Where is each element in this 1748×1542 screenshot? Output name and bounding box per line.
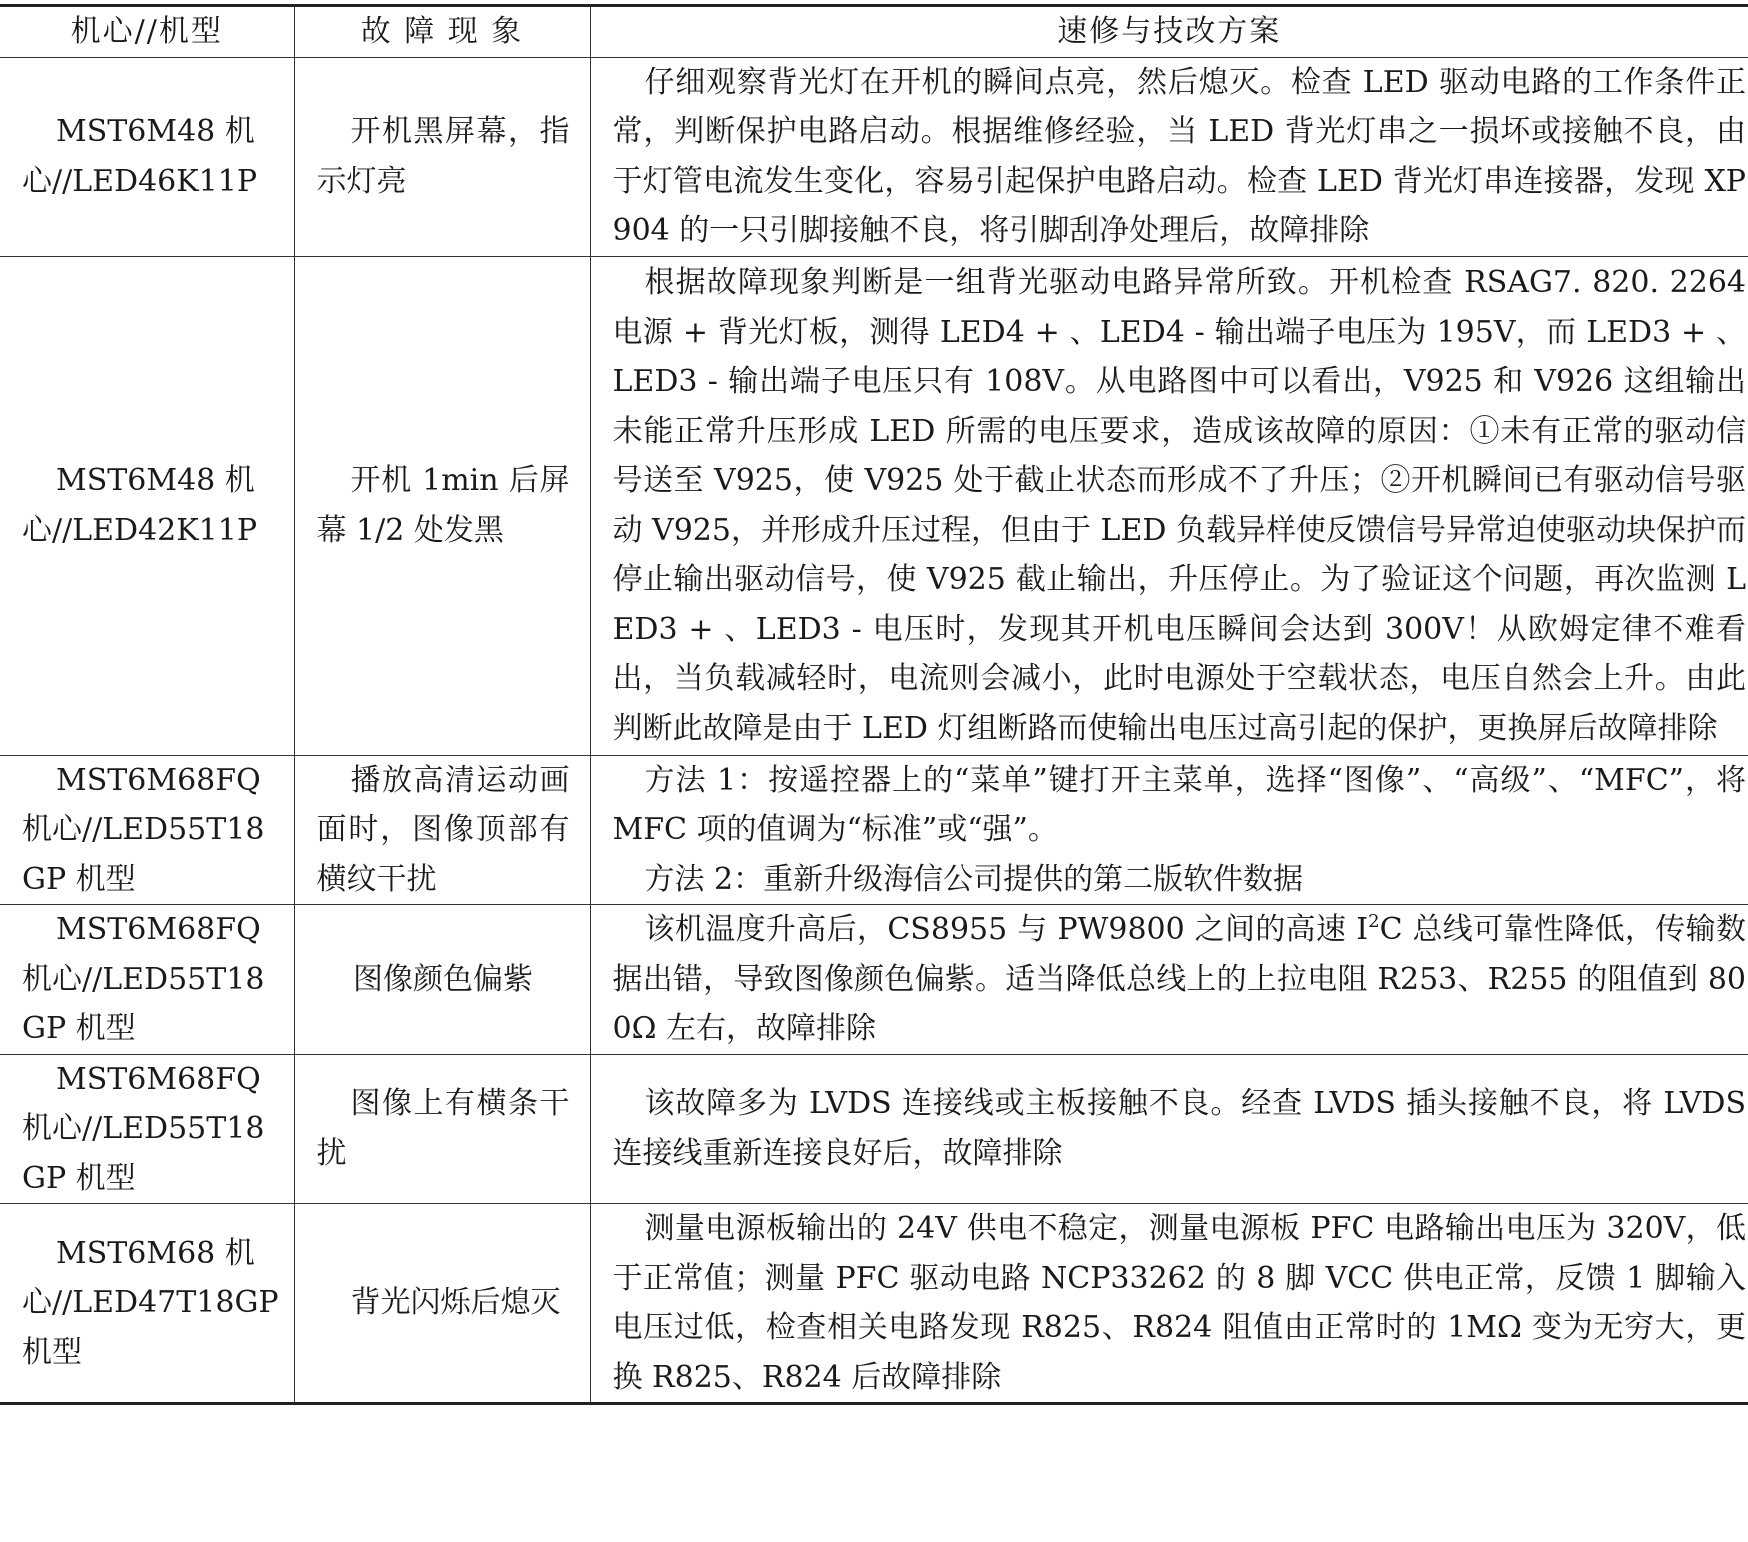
model-text: MST6M68FQ 机心//LED55T18GP 机型: [22, 912, 265, 1046]
model-cell: [0, 1054, 294, 1204]
symptom-cell: [294, 57, 590, 256]
symptom-cell: [294, 1054, 590, 1204]
solution-text-after: C 总线可靠性降低，传输数据出错，导致图像颜色偏紫。适当降低总线上的上拉电阻 R253、R255 的阻值到 800Ω 左右，故障排除: [612, 912, 1747, 1046]
symptom-text: 背光闪烁后熄灭: [350, 1285, 561, 1321]
model-cell: [0, 755, 294, 905]
solution-text: 该故障多为 LVDS 连接线或主板接触不良。经查 LVDS 插头接触不良，将 LVDS 连接线重新连接良好后，故障排除: [612, 1086, 1746, 1171]
solution-text: 仔细观察背光灯在开机的瞬间点亮，然后熄灭。检查 LED 驱动电路的工作条件正常，判断保护电路启动。根据维修经验，当 LED 背光灯串之一损坏或接触不良，由于灯管电流发生变化，容易引起保护电路启动。检查 LED 背光灯串连接器，发现 XP904 的一只引脚接触不良，将引脚刮净处理后，故障排除: [612, 64, 1746, 248]
superscript-2: 2: [1368, 911, 1380, 932]
solution-text: 根据故障现象判断是一组背光驱动电路异常所致。开机检查 RSAG7. 820. 2264 电源 + 背光灯板，测得 LED4 + 、LED4 - 输出端子电压为 195V，而 LED3 + 、LED3 - 输出端子电压只有 108V。从电路图中可以看出，V925 和 V926 这组输出未能正常升压形成 LED 所需的电压要求，造成该故障的原因：①未有正常的驱动信号送至 V925，使 V925 处于截止状态而形成不了升压；②开机瞬间已有驱动信号驱动 V925，并形成升压过程，但由于 LED 负载异样使反馈信号异常迫使驱动块保护而停止输出驱动信号，使 V925 截止输出，升压停止。为了验证这个问题，再次监测 LED3 + 、LED3 - 电压时，发现其开机电压瞬间会达到 300V！从欧姆定律不难看出，当负载减轻时，电流则会减小，此时电源处于空载状态，电压自然会上升。由此判断此故障是由于 LED 灯组断路而使输出电压过高引起的保护，更换屏后故障排除: [612, 265, 1746, 746]
model-cell: [0, 57, 294, 256]
repair-table: [0, 4, 1748, 1405]
solution-text-before: 该机温度升高后，CS8955 与 PW9800 之间的高速 I: [644, 912, 1369, 947]
symptom-cell: [294, 905, 590, 1055]
solution-text: 测量电源板输出的 24V 供电不稳定，测量电源板 PFC 电路输出电压为 320V，低于正常值；测量 PFC 驱动电路 NCP33262 的 8 脚 VCC 供电正常，反馈 1 脚输入电压过低，检查相关电路发现 R825、R824 阻值由正常时的 1MΩ 变为无穷大，更换 R825、R824 后故障排除: [612, 1211, 1746, 1395]
table-row: [0, 1204, 1748, 1404]
model-cell: [0, 905, 294, 1055]
header-row: [0, 6, 1748, 58]
symptom-text: 播放高清运动画面时，图像顶部有横纹干扰: [316, 762, 570, 897]
table-body: [0, 57, 1748, 1404]
symptom-cell: [294, 1204, 590, 1404]
solution-cell: [590, 905, 1748, 1055]
symptom-text: 开机黑屏幕，指示灯亮: [316, 114, 570, 199]
table-row: [0, 755, 1748, 905]
solution-cell: [590, 57, 1748, 256]
table-header: [0, 6, 1748, 58]
solution-cell: [590, 256, 1748, 755]
model-cell: [0, 1204, 294, 1404]
model-cell: [0, 256, 294, 755]
symptom-text: 开机 1min 后屏幕 1/2 处发黑: [316, 463, 570, 548]
symptom-text: 图像颜色偏紫: [353, 961, 533, 997]
header-model: 机心//机型: [0, 6, 294, 58]
table-row: [0, 1054, 1748, 1204]
solution-text: [613, 905, 1747, 1054]
table-row: [0, 57, 1748, 256]
solution-method-2: 方法 2：重新升级海信公司提供的第二版软件数据: [644, 861, 1304, 897]
symptom-cell: [294, 256, 590, 755]
solution-cell: [590, 1204, 1748, 1404]
model-text: MST6M68 机心//LED47T18GP 机型: [22, 1235, 279, 1370]
model-text: MST6M68FQ 机心//LED55T18GP 机型: [22, 762, 265, 897]
table-row: [0, 905, 1748, 1055]
model-text: MST6M48 机心//LED42K11P: [22, 463, 258, 548]
table-row: [0, 256, 1748, 755]
model-text: MST6M68FQ 机心//LED55T18GP 机型: [22, 1061, 265, 1196]
model-text: MST6M48 机心//LED46K11P: [22, 114, 258, 199]
header-solution: 速修与技改方案: [590, 6, 1748, 58]
solution-cell: [590, 755, 1748, 905]
symptom-cell: [294, 755, 590, 905]
solution-cell: [590, 1054, 1748, 1204]
header-symptom: 故 障 现 象: [294, 6, 590, 58]
solution-method-1: 方法 1：按遥控器上的“菜单”键打开主菜单，选择“图像”、“高级”、“MFC”，将 MFC 项的值调为“标准”或“强”。: [612, 762, 1746, 847]
symptom-text: 图像上有横条干扰: [316, 1086, 570, 1171]
